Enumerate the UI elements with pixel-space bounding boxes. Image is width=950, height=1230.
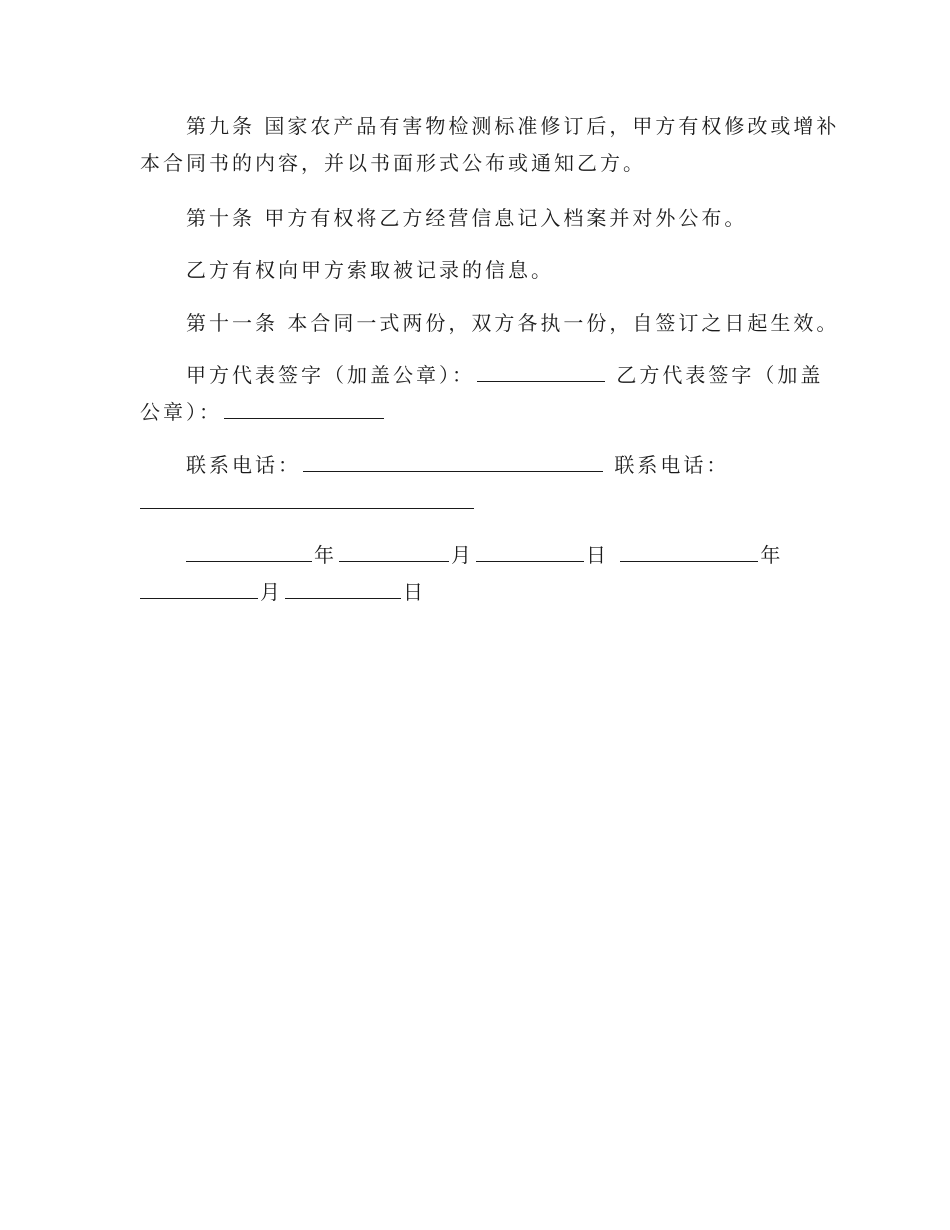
- article-9-line-2: 本合同书的内容，并以书面形式公布或通知乙方。: [140, 151, 646, 175]
- article-9-line-1: 第九条 国家农产品有害物检测标准修订后，甲方有权修改或增补: [186, 114, 840, 138]
- date-row: [186, 543, 783, 567]
- party-b-day-blank: [285, 580, 401, 599]
- party-b-signature-blank: [224, 400, 384, 419]
- party-a-signature-blank: [477, 363, 605, 382]
- party-a-phone-label: 联系电话：: [186, 453, 301, 477]
- party-a-month-blank: [339, 543, 449, 562]
- party-a-day-blank: [476, 543, 584, 562]
- contact-row-2: [140, 490, 476, 514]
- article-10-line-2: 乙方有权向甲方索取被记录的信息。: [186, 258, 554, 282]
- contact-row: [186, 453, 729, 477]
- party-b-phone-blank: [140, 490, 474, 509]
- party-a-day-label: 日: [586, 543, 609, 567]
- signature-row-2: [140, 400, 386, 424]
- party-b-year-blank: [620, 543, 758, 562]
- party-a-year-label: 年: [314, 543, 337, 567]
- party-b-phone-label: 联系电话：: [614, 453, 730, 477]
- party-b-signature-label-part1: 乙方代表签字（加盖: [616, 363, 824, 387]
- party-a-phone-blank: [303, 453, 603, 472]
- date-row-2: [140, 580, 426, 604]
- party-a-month-label: 月: [451, 543, 474, 567]
- party-a-signature-label: 甲方代表签字（加盖公章）：: [186, 363, 475, 387]
- party-b-year-label: 年: [760, 543, 784, 567]
- party-b-signature-label-part2: 公章）：: [140, 400, 222, 424]
- party-a-year-blank: [186, 543, 312, 562]
- party-b-month-blank: [140, 580, 258, 599]
- party-b-day-label: 日: [403, 580, 426, 604]
- article-10-line-1: 第十条 甲方有权将乙方经营信息记入档案并对外公布。: [186, 206, 748, 230]
- party-b-month-label: 月: [260, 580, 283, 604]
- article-11: 第十一条 本合同一式两份，双方各执一份，自签订之日起生效。: [186, 311, 840, 335]
- signature-row: [186, 363, 823, 387]
